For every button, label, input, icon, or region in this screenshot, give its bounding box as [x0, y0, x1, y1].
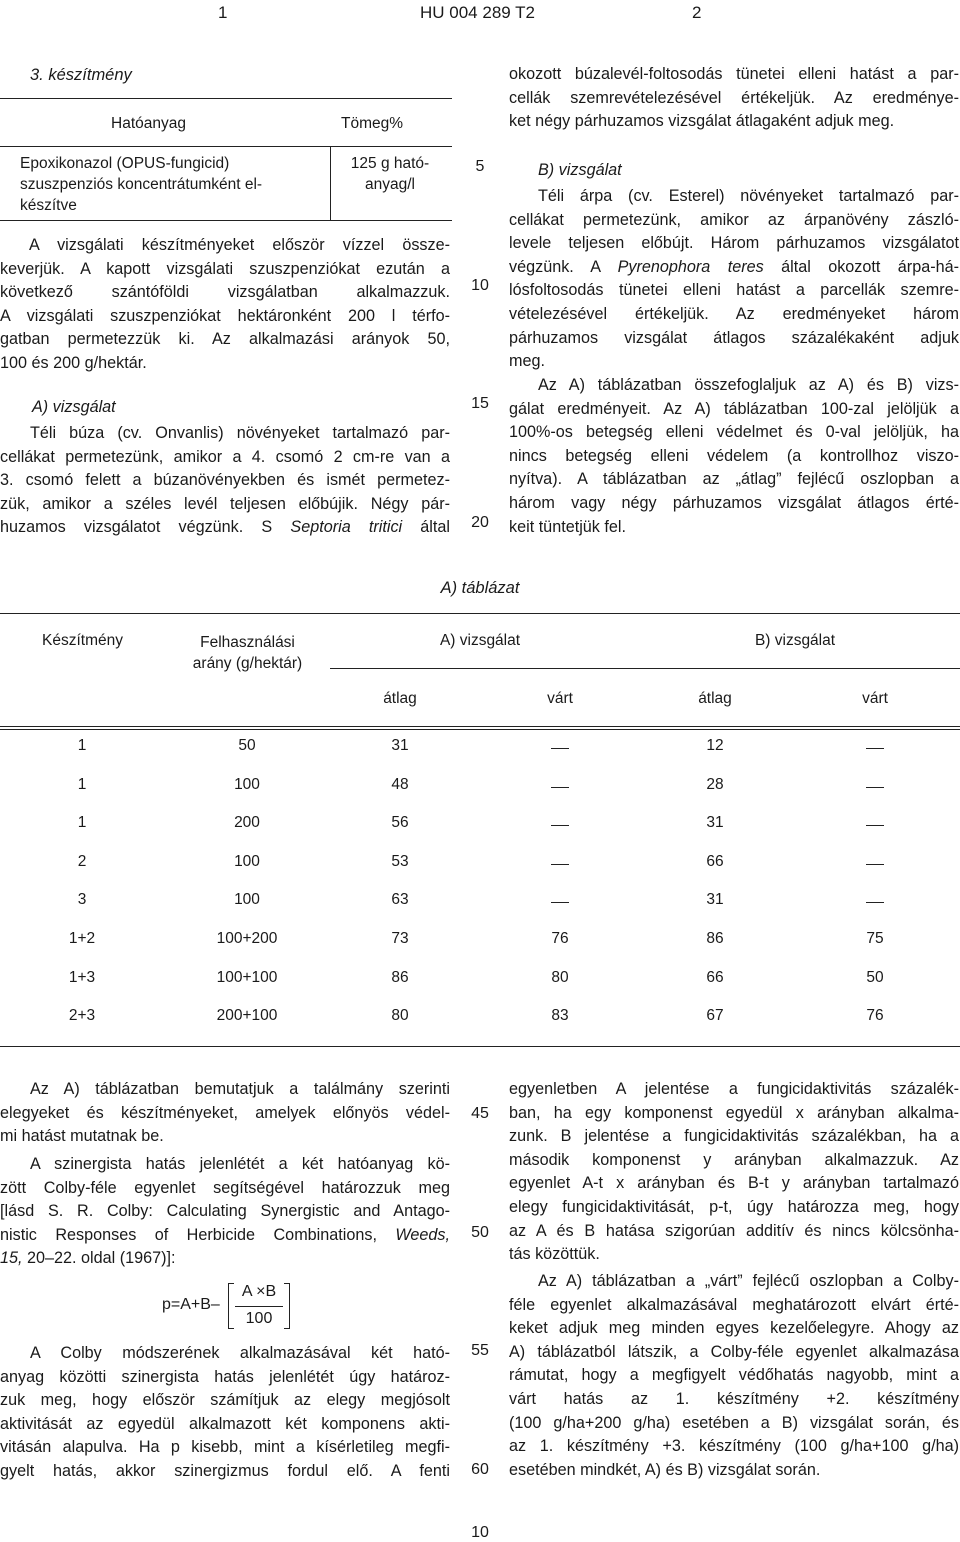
- bottom-left-paragraph-3: A Colby módszerének alkalmazásával két ható- anyag közötti szinergista hatás jelenlétét úgy határoz- zuk meg, hogy először számítjuk az elegy megjósolt aktivitását az egyedül alkalmazott két komponens akti- vitásán alapulva. Ha p kisebb, mint a kísérletileg megfi- gyelt hatás, akkor szinergizmus fordul elő. A fenti: [0, 1344, 450, 1480]
- table-cell: 200+100: [216, 1007, 278, 1025]
- table-cell: 31: [391, 737, 409, 754]
- table-cell: 75: [866, 930, 884, 947]
- page-number-right: 2: [692, 3, 702, 22]
- table-cell: 86: [706, 930, 724, 947]
- right-paragraph-2: Az A) táblázatban összefoglaljuk az A) és B) vizs- gálat eredményeit. Az A) táblázatban 100-zal jelöljük a 100%-os betegség elleni védelmet és 0-val jelöljük, ha nincs betegség elleni védelem (a kontrollhoz viszo- nyítva). A táblázatban az „átlag” fejlécű oszlopban a három vagy négy párhuzamos vizsgálat átlagos érté- keit tüntetjük fel.: [509, 376, 959, 536]
- empty-value-dash: [551, 748, 569, 749]
- formula-lhs: p=A+B–: [162, 1296, 220, 1313]
- empty-value-dash: [551, 902, 569, 903]
- empty-value-dash: [866, 748, 884, 749]
- table-cell: 86: [391, 968, 409, 986]
- bottom-left-paragraph-1: Az A) táblázatban bemutatjuk a találmány szerinti elegyeket és készítményeket, amelyek előnyös védel- mi hatást mutatnak be.: [0, 1080, 450, 1146]
- table-cell: 50: [238, 737, 256, 754]
- table-cell: 100+100: [216, 968, 278, 986]
- empty-value-dash: [866, 864, 884, 865]
- b-test-text: Téli árpa (cv. Esterel) növényeket tartalmazó par- cellákat permetezünk, amikor az árpanövény zászló- levele teljesen előbújt. Három párhuzamos vizsgálatot végzünk. A Pyrenophora teres által okozott árpa-há- lósfoltosodás tünetei elleni hatást a parcellák szemre- vételezésével értékeljük. Az eredményeket három párhuzamos vizsgálat átlagos százalékaként adjuk meg.: [509, 187, 959, 371]
- table-cell: 80: [391, 1007, 409, 1025]
- patent-number: HU 004 289 T2: [420, 3, 535, 22]
- prep-col-tomeg: Tömeg%: [341, 115, 404, 132]
- page-number-left: 1: [218, 3, 228, 22]
- table-cell: 1: [77, 737, 87, 754]
- table-cell: 2+3: [68, 1007, 96, 1025]
- line-number: 10: [471, 277, 489, 294]
- table-cell: 31: [706, 814, 724, 832]
- table-cell: 80: [551, 968, 569, 986]
- bottom-left-paragraph-2: A szinergista hatás jelenlétét a két hatóanyag kö- zött Colby-féle egyenlet segítségével határozzuk meg [lásd S. R. Colby: Calculating Synergistic and Antago- nistic Responses of Herbicide Combinations, Weeds, 15, 20–22. oldal (1967)]:: [0, 1155, 450, 1268]
- empty-value-dash: [551, 864, 569, 865]
- prep-title: 3. készítmény: [30, 66, 132, 84]
- table-cell: 50: [866, 968, 884, 986]
- line-number: 15: [471, 395, 489, 412]
- left-paragraph-1: A vizsgálati készítményeket először vízzel össze- keverjük. A kapott vizsgálati szuszpenziókat ezután a következő szántóföldi vizsgálatban alkalmazzuk. A vizsgálati szuszpenziókat hektáronként 200 l térfo- gatban permetezzük ki. Az alkalmazási arányok 50, 100 és 200 g/hektár.: [0, 236, 450, 372]
- table-cell: 67: [706, 1007, 724, 1025]
- a-test-text: Téli búza (cv. Onvanlis) növényeket tartalmazó par- cellákat permetezünk, amikor a 4. csomó 2 cm-re van a 3. csomó felett a búzanövényekben és ismét permetez- zük, amikor a széles levél teljesen előbújik. Négy pár- huzamos vizsgálatot végzünk. S Septoria tritici által: [0, 424, 450, 537]
- prep-row-active: Epoxikonazol (OPUS-fungicid) szuszpenziós koncentrátumként el- készítve: [20, 155, 263, 214]
- table-cell: 31: [706, 891, 724, 909]
- table-cell: 2: [77, 852, 87, 870]
- table-cell: 76: [866, 1007, 884, 1025]
- empty-value-dash: [866, 825, 884, 826]
- right-paragraph-0: okozott búzalevél-foltosodás tünetei elleni hatást a par- cellák szemrevételezésével értékeljük. Az eredménye- ket négy párhuzamos vizsgálat átlagaként adjuk meg.: [509, 65, 959, 131]
- col-header-b-test: B) vizsgálat: [754, 632, 836, 649]
- table-cell: 3: [77, 891, 87, 909]
- bottom-right-paragraph-1: egyenletben A jelentése a fungicidaktivitás százalék- ban, ha egy komponenst egyedül x arányban alkalma- zunk. B jelentése a fungicidaktivitás százalékban, ha a második komponenst y arányban alkalmazzuk. Az egyenlet A-t x arányban és B-t y arányban tartalmazó elegy fungicidaktivitását, p-t, úgy határozza meg, hogy az A és B hatása szigorúan additív és nincs kölcsönha- tás közöttük.: [509, 1080, 959, 1264]
- table-cell: 100: [234, 852, 260, 870]
- table-title: A) táblázat: [440, 579, 520, 597]
- line-number: 60: [471, 1461, 489, 1478]
- formula-numerator: A ×B: [241, 1283, 277, 1300]
- table-cell: 66: [706, 852, 724, 870]
- footer-page-number: 10: [471, 1524, 489, 1541]
- empty-value-dash: [866, 902, 884, 903]
- table-cell: 200: [234, 814, 260, 832]
- table-cell: 28: [706, 775, 724, 793]
- bottom-right-paragraph-2: Az A) táblázatban a „várt” fejlécű oszlopban a Colby- féle egyenlet alkalmazásával meghatározott elvárt érté- keket adjuk meg minden egyes kezelőelegyre. Ahogy az A) táblázatból látszik, a Colby-féle egyenlet alkalmazása rámutat, hogy a megfigyelt védőhatás nagyobb, mint a várt hatás az 1. készítmény +2. készítmény (100 g/ha+200 g/ha) esetében a B) vizsgálat során, és az 1. készítmény +3. készítmény (100 g/ha+100 g/ha) esetében mindkét, A) és B) vizsgálat során.: [509, 1272, 959, 1479]
- table-cell: 66: [706, 968, 724, 986]
- subheader-a-atlag: átlag: [383, 690, 417, 707]
- table-cell: 1+3: [68, 968, 96, 986]
- prep-row-amount: 125 g ható- anyag/l: [350, 155, 430, 193]
- table-cell: 56: [391, 814, 409, 832]
- table-cell: 1+2: [68, 930, 96, 947]
- table-cell: 1: [77, 814, 87, 832]
- empty-value-dash: [551, 825, 569, 826]
- table-cell: 63: [391, 891, 409, 909]
- table-cell: 100: [234, 891, 260, 909]
- table-cell: 1: [77, 775, 87, 793]
- col-header-rate: Felhasználási arány (g/hektár): [192, 634, 303, 672]
- empty-value-dash: [551, 787, 569, 788]
- formula-denominator: 100: [245, 1310, 273, 1327]
- subheader-a-vart: várt: [547, 690, 573, 707]
- line-number: 5: [475, 158, 485, 175]
- line-number: 50: [471, 1224, 489, 1241]
- table-cell: 100+200: [216, 930, 278, 947]
- a-test-heading: A) vizsgálat: [32, 398, 116, 416]
- line-number: 55: [471, 1342, 489, 1359]
- table-cell: 83: [551, 1007, 569, 1025]
- line-number: 20: [471, 514, 489, 531]
- table-cell: 73: [391, 930, 409, 947]
- table-cell: 76: [551, 930, 569, 947]
- table-cell: 12: [706, 737, 724, 754]
- subheader-b-atlag: átlag: [698, 690, 732, 707]
- table-cell: 53: [391, 852, 409, 870]
- table-cell: 100: [234, 775, 260, 793]
- empty-value-dash: [866, 787, 884, 788]
- formula-bracket-right: [284, 1283, 290, 1329]
- subheader-b-vart: várt: [862, 690, 888, 707]
- col-header-preparation: Készítmény: [42, 632, 123, 649]
- col-header-a-test: A) vizsgálat: [439, 632, 521, 649]
- b-test-heading: B) vizsgálat: [538, 161, 622, 179]
- line-number: 45: [471, 1105, 489, 1122]
- prep-col-hatoanyag: Hatóanyag: [111, 115, 186, 132]
- table-cell: 48: [391, 775, 409, 793]
